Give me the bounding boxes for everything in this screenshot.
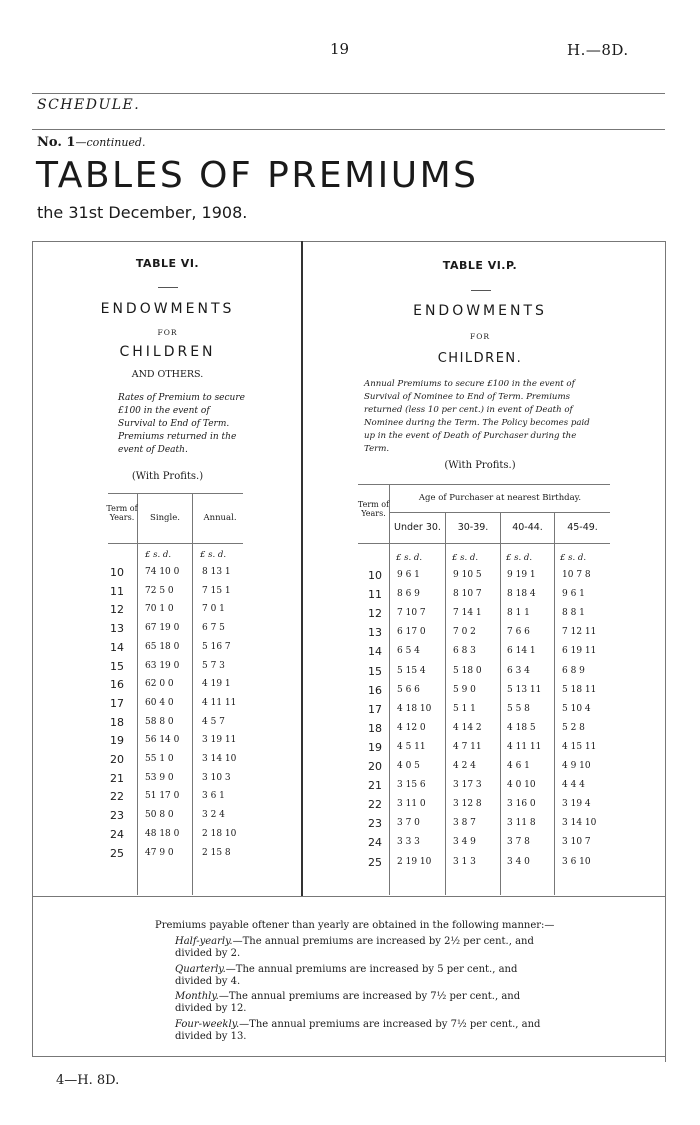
table-vi-annual-value: 4 11 11: [202, 697, 237, 708]
table-vi-single-value: 67 19 0: [145, 623, 180, 634]
table-vip-value: 8 1 1: [507, 608, 530, 619]
page-title: TABLES OF PREMIUMS: [36, 155, 479, 196]
table-vip-value: 9 19 1: [507, 570, 536, 580]
table-vi-term: 13: [110, 622, 124, 636]
table-vi-annual-value: 5 16 7: [202, 641, 231, 652]
table-vi-term: 21: [110, 771, 124, 785]
frame-left: [32, 241, 33, 1056]
table-vip-value: 5 2 8: [562, 722, 585, 733]
table-vi-term: 19: [110, 734, 124, 748]
footnote-item-label: Monthly.: [175, 991, 219, 1002]
table-vip-term: 25: [368, 855, 382, 869]
table-vi-single-value: 62 0 0: [145, 679, 174, 690]
date-line: the 31st December, 1908.: [37, 203, 248, 222]
table-vi-heading: ENDOWMENTS: [100, 301, 235, 317]
table-vip-value: 10 7 8: [562, 570, 591, 580]
table-vip-value: 4 15 11: [562, 741, 597, 752]
table-vi-col-rule: [192, 493, 193, 895]
table-vip-term: 17: [368, 702, 382, 716]
table-vi-single-value: 51 17 0: [145, 791, 180, 802]
table-vip-value: 7 10 7: [397, 608, 426, 619]
table-vip-value: 3 19 4: [562, 799, 591, 810]
table-vip-col-rule: [554, 512, 555, 895]
table-vi-single-value: 58 8 0: [145, 716, 174, 727]
table-vi-annual-value: 7 15 1: [202, 585, 231, 596]
footnote-top-rule: [32, 896, 665, 897]
table-vip-term: 14: [368, 645, 382, 659]
table-vip-lsd: £ s. d.: [452, 553, 479, 563]
table-vip-value: 5 18 11: [562, 684, 597, 695]
table-vip-value: 9 6 1: [562, 589, 585, 600]
table-vi-single-value: 50 8 0: [145, 810, 174, 821]
table-vi-term: 15: [110, 659, 124, 673]
table-vip-value: 6 3 4: [507, 665, 530, 676]
table-vip-value: 5 5 8: [507, 703, 530, 714]
table-vip-value: 4 4 4: [562, 780, 585, 791]
table-vi-for: FOR: [157, 328, 178, 337]
table-vi-annual-value: 6 7 5: [202, 623, 225, 634]
table-vip-value: 7 12 11: [562, 627, 597, 638]
table-vip-term: 15: [368, 664, 382, 678]
footnote-item: [175, 991, 545, 1015]
table-vip-age-header: Age of Purchaser at nearest Birthday.: [418, 493, 582, 503]
table-vip-value: 6 5 4: [397, 646, 420, 657]
page-number: 19: [330, 40, 350, 58]
footnote-item-text: —The annual premiums are increased by 7½ per cent., and divided by 13.: [175, 1018, 541, 1042]
table-vip-value: 8 6 9: [397, 589, 420, 600]
table-vip-heading-2: CHILDREN.: [437, 351, 523, 366]
table-vi-annual-value: 8 13 1: [202, 567, 231, 577]
dash: [158, 287, 178, 288]
table-vi-single-value: 48 18 0: [145, 828, 180, 839]
table-vi-annual-value: 3 10 3: [202, 772, 231, 783]
table-vip-age-col: 30-39.: [457, 522, 489, 533]
table-vi-term: 11: [110, 584, 124, 598]
table-vi-description: Rates of Premium to secure £100 in the event of Survival to End of Term. Premiums returned in the event of Death.: [118, 393, 245, 455]
table-vip-term: 12: [368, 607, 382, 621]
document-reference: H.—8D.: [567, 41, 629, 59]
table-vip-description: Annual Premiums to secure £100 in the event of Survival of Nominee to End of Term. Premiums returned (less 10 per cent.) in event of Death of Nominee during the Term. The Policy becomes paid up in the event of Death of Purchaser during the Term.: [364, 379, 590, 454]
table-vip-value: 3 11 8: [507, 818, 536, 829]
table-vi-heading-3: AND OTHERS.: [131, 369, 204, 380]
table-vi-term: 14: [110, 640, 124, 654]
frame-right: [665, 241, 666, 1062]
table-vi-annual-value: 2 15 8: [202, 847, 231, 858]
table-vip-for: FOR: [470, 332, 490, 341]
table-vip-value: 3 4 0: [507, 856, 530, 867]
table-vi-single-value: 63 19 0: [145, 660, 180, 671]
table-vip-value: 4 9 10: [562, 761, 591, 771]
table-vi-term: 12: [110, 603, 124, 617]
table-vip-age-col: 40-44.: [512, 522, 543, 533]
table-vi-profits: (With Profits.): [131, 471, 204, 482]
table-vip-col-rule: [389, 484, 390, 895]
table-vip-col-rule: [445, 512, 446, 895]
table-vip-lsd: £ s. d.: [560, 553, 587, 563]
table-vip-term-header: Term of Years.: [357, 500, 390, 518]
column-divider: [301, 241, 303, 896]
table-vip-value: 3 10 7: [562, 837, 591, 848]
footnote-item-text: —The annual premiums are increased by 7½ per cent., and divided by 12.: [175, 991, 521, 1014]
table-vip-value: 6 14 1: [507, 646, 536, 657]
table-vip-value: 4 14 2: [453, 722, 482, 733]
table-vip-value: 3 4 9: [453, 837, 476, 848]
table-vip-title: TABLE VI.P.: [442, 259, 518, 272]
table-vip-value: 4 18 10: [397, 703, 432, 714]
table-vi-single-value: 72 5 0: [145, 585, 174, 596]
table-vip-value: 6 8 3: [453, 646, 476, 657]
table-vi-annual-value: 4 19 1: [202, 679, 231, 690]
footnote-bottom-rule: [32, 1056, 665, 1057]
table-vi-single-value: 55 1 0: [145, 754, 174, 764]
table-vi-annual-value: 3 14 10: [202, 754, 237, 764]
footnote-item-label: Four-weekly.: [175, 1018, 240, 1030]
table-vip-value: 6 8 9: [562, 665, 585, 676]
table-vip-value: 8 18 4: [507, 589, 536, 600]
dash: [471, 290, 491, 291]
table-vi-term: 24: [110, 827, 124, 841]
page-footer: 4—H. 8D.: [56, 1073, 120, 1088]
divider: [32, 129, 665, 130]
table-vi-annual-value: 3 19 11: [202, 735, 237, 746]
table-vip-term: 16: [368, 683, 382, 697]
table-vip-age-col: Under 30.: [394, 522, 441, 533]
table-vip-value: 3 11 0: [397, 799, 426, 810]
table-vip-value: 5 1 1: [453, 703, 476, 714]
table-vip-term: 21: [368, 779, 382, 793]
table-vip-value: 3 14 10: [562, 818, 597, 829]
table-vip-value: 3 3 3: [397, 837, 420, 848]
table-vip-value: 6 17 0: [397, 627, 426, 638]
table-vi-annual-value: 4 5 7: [202, 716, 225, 727]
table-vip-lsd: £ s. d.: [506, 553, 533, 563]
table-vip-col-rule: [500, 512, 501, 895]
table-vip-value: 3 8 7: [453, 818, 476, 829]
table-vip-term: 11: [368, 588, 382, 602]
table-vip-value: 3 15 6: [397, 780, 426, 791]
table-vi-term: 22: [110, 790, 124, 804]
table-vi-col-rule: [137, 493, 138, 895]
table-vi-annual-value: 5 7 3: [202, 660, 225, 671]
table-vip-value: 4 7 11: [453, 741, 482, 752]
table-vip-term: 20: [368, 760, 382, 773]
table-vip-value: 3 17 3: [453, 780, 482, 791]
table-vi-term: 23: [110, 809, 124, 823]
table-vip-term: 19: [368, 740, 382, 754]
table-vi-single-value: 65 18 0: [145, 641, 180, 652]
table-vi-single-value: 53 9 0: [145, 772, 174, 783]
table-vi-single-value: 74 10 0: [145, 567, 180, 577]
table-vip-value: 5 13 11: [507, 684, 542, 695]
table-vip-header-bottom: [358, 543, 610, 544]
table-vip-term: 13: [368, 626, 382, 640]
table-top-rule: [32, 241, 665, 242]
table-vip-term: 24: [368, 836, 382, 850]
table-vip-value: 9 10 5: [453, 570, 482, 580]
table-vi-single-value: 60 4 0: [145, 697, 174, 708]
table-vip-value: 5 9 0: [453, 684, 476, 695]
table-vi-lsd-single: £ s. d.: [145, 550, 172, 560]
table-vi-term-header: Term of Years.: [106, 504, 138, 522]
table-vip-value: 2 19 10: [397, 856, 432, 867]
table-vip-value: 7 14 1: [453, 608, 482, 619]
table-vip-profits: (With Profits.): [444, 460, 516, 471]
table-vip-term: 18: [368, 721, 382, 735]
table-vip-value: 4 5 11: [397, 741, 426, 752]
table-vi-single-value: 56 14 0: [145, 735, 180, 746]
table-vi-annual-value: 2 18 10: [202, 828, 237, 839]
table-vip-value: 8 10 7: [453, 589, 482, 600]
table-vi-header-bottom: [108, 543, 243, 544]
table-vi-term: 25: [110, 846, 124, 860]
table-vi-term: 17: [110, 696, 124, 710]
table-vi-single-value: 47 9 0: [145, 847, 174, 858]
table-vip-value: 3 1 3: [453, 856, 476, 867]
table-vip-value: 5 18 0: [453, 665, 482, 676]
footnote-item-label: Quarterly.: [175, 963, 226, 975]
table-vip-value: 3 12 8: [453, 799, 482, 810]
table-vi-term: 20: [110, 753, 124, 766]
footnote-item-label: Half-yearly.: [175, 936, 233, 947]
schedule-number: No. 1—continued.: [37, 135, 146, 150]
divider: [32, 93, 665, 94]
table-vip-value: 5 10 4: [562, 703, 591, 714]
table-vip-value: 4 0 10: [507, 780, 536, 791]
table-vip-value: 3 6 10: [562, 856, 591, 867]
table-vip-value: 7 0 2: [453, 627, 476, 638]
table-vip-header-top: [358, 484, 610, 485]
table-vip-value: 6 19 11: [562, 646, 597, 657]
table-vi-single-header: Single.: [150, 513, 180, 523]
table-vip-heading: ENDOWMENTS: [413, 303, 547, 319]
table-vip-term: 10: [368, 569, 382, 582]
table-vi-lsd-annual: £ s. d.: [200, 550, 227, 560]
table-vip-value: 5 15 4: [397, 665, 426, 676]
table-vip-value: 3 16 0: [507, 799, 536, 810]
table-vip-lsd: £ s. d.: [396, 553, 423, 563]
table-vi-annual-header: Annual.: [203, 513, 237, 523]
table-vip-value: 4 12 0: [397, 722, 426, 733]
table-vi-annual-value: 3 2 4: [202, 810, 225, 821]
table-vi-annual-value: 3 6 1: [202, 791, 225, 802]
table-vi-single-value: 70 1 0: [145, 604, 174, 615]
table-vip-value: 7 6 6: [507, 627, 530, 638]
table-vi-title: TABLE VI.: [135, 257, 200, 270]
table-vi-annual-value: 7 0 1: [202, 604, 225, 615]
table-vip-value: 3 7 8: [507, 837, 530, 848]
table-vip-value: 4 0 5: [397, 761, 420, 771]
footnote-item: [175, 936, 545, 960]
table-vip-value: 4 2 4: [453, 761, 476, 771]
table-vip-value: 4 6 1: [507, 761, 530, 771]
table-vip-value: 3 7 0: [397, 818, 420, 829]
table-vip-term: 22: [368, 798, 382, 812]
table-vip-value: 4 18 5: [507, 722, 536, 733]
table-vi-header-top: [108, 493, 243, 494]
table-vi-heading-2: CHILDREN: [119, 344, 216, 360]
footnote-intro: Premiums payable oftener than yearly are obtained in the following manner:—: [155, 920, 555, 931]
schedule-label: SCHEDULE.: [37, 97, 141, 113]
table-vip-term: 23: [368, 817, 382, 831]
table-vip-value: 4 11 11: [507, 741, 542, 752]
table-vi-term: 10: [110, 566, 124, 579]
table-vip-value: 9 6 1: [397, 570, 420, 580]
table-vip-age-col: 45-49.: [567, 522, 598, 533]
footnote-item: [175, 964, 545, 988]
table-vi-term: 18: [110, 715, 124, 729]
table-vip-value: 5 6 6: [397, 684, 420, 695]
footnote-item: [175, 1019, 545, 1043]
footnote-item-text: —The annual premiums are increased by 2½ per cent., and divided by 2.: [175, 936, 534, 959]
footnote-item-text: —The annual premiums are increased by 5 per cent., and divided by 4.: [175, 963, 518, 987]
table-vip-value: 8 8 1: [562, 608, 585, 619]
table-vi-term: 16: [110, 678, 124, 692]
